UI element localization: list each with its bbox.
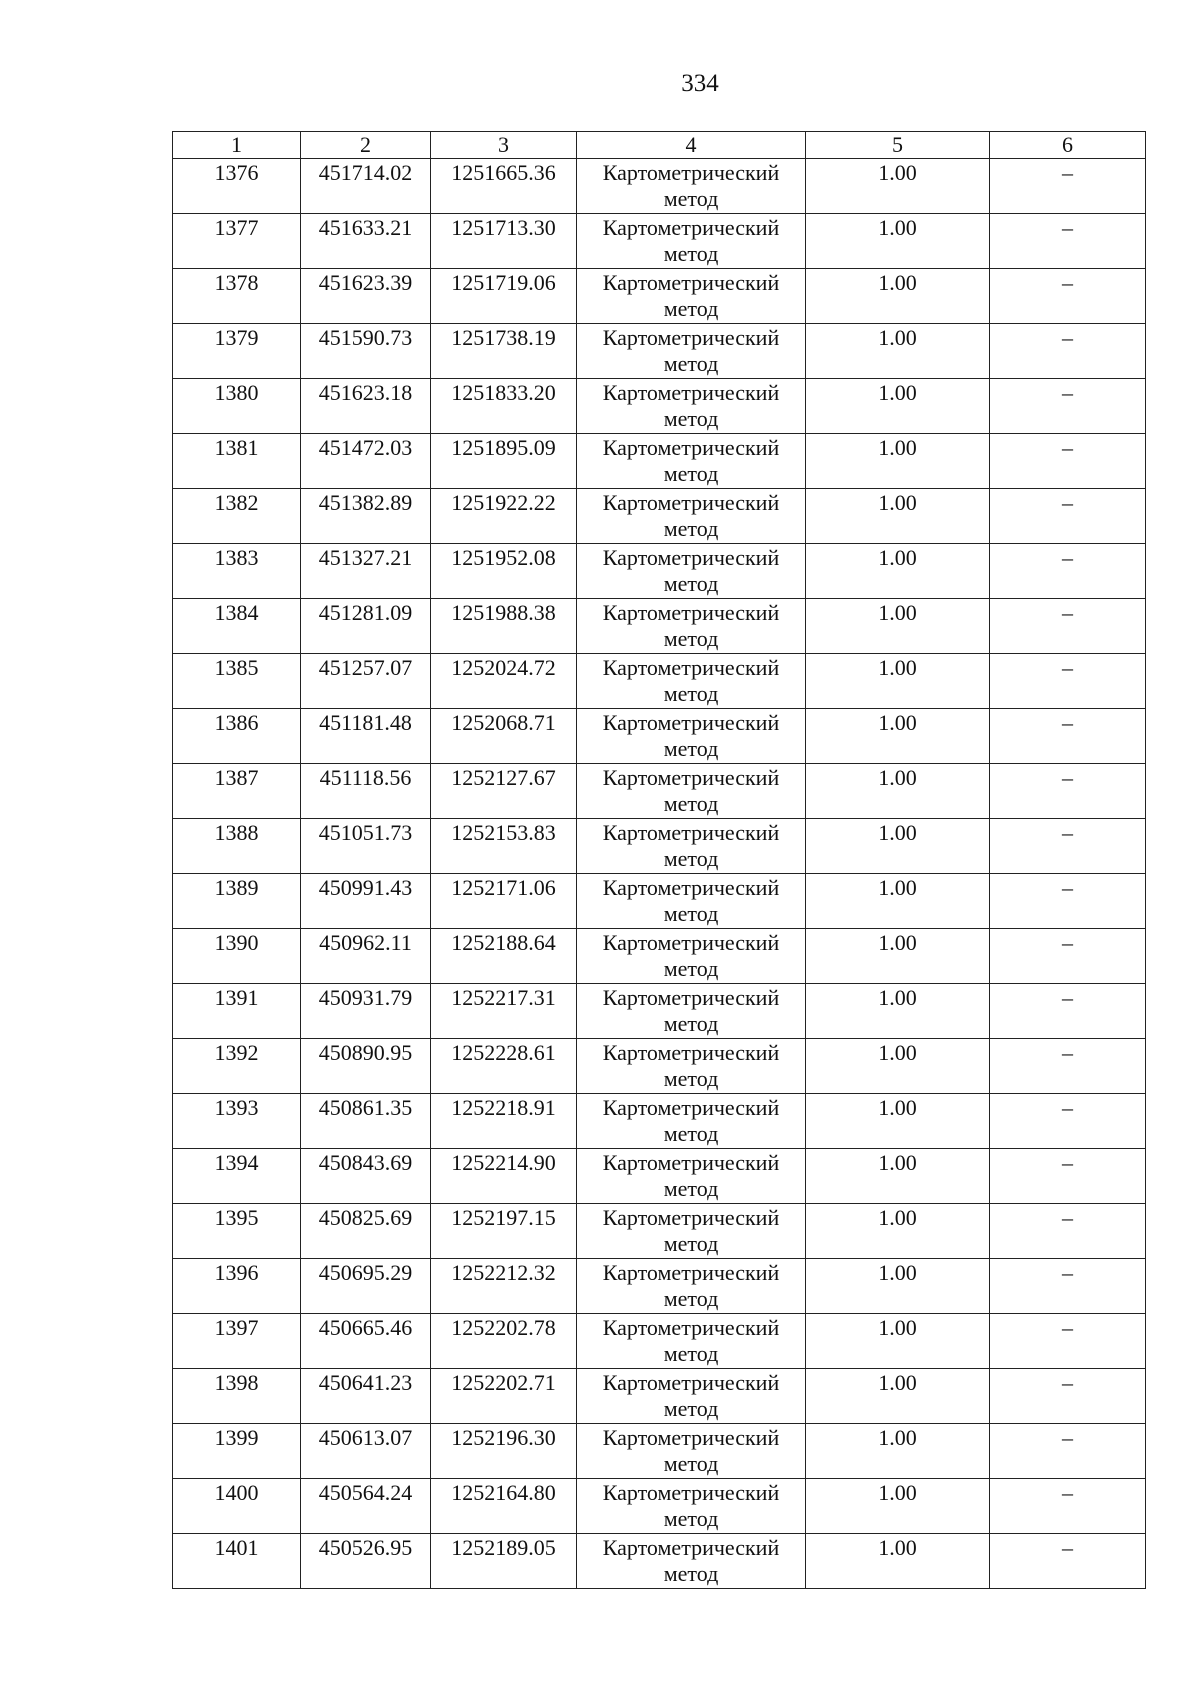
table-row xyxy=(173,819,1146,874)
table-row xyxy=(173,984,1146,1039)
point-number-cell: 1390 xyxy=(173,929,301,984)
method-cell: Картометрический метод xyxy=(577,379,806,434)
table-row xyxy=(173,1259,1146,1314)
y-coordinate-cell: 1251988.38 xyxy=(431,599,577,654)
note-cell: – xyxy=(990,599,1146,654)
note-cell: – xyxy=(990,544,1146,599)
y-coordinate-cell: 1252202.71 xyxy=(431,1369,577,1424)
method-cell: Картометрический метод xyxy=(577,984,806,1039)
point-number-cell: 1385 xyxy=(173,654,301,709)
table-row xyxy=(173,1149,1146,1204)
accuracy-cell: 1.00 xyxy=(806,544,990,599)
x-coordinate-cell: 451633.21 xyxy=(301,214,431,269)
accuracy-cell: 1.00 xyxy=(806,1369,990,1424)
note-cell: – xyxy=(990,214,1146,269)
accuracy-cell: 1.00 xyxy=(806,984,990,1039)
table-header-row xyxy=(173,132,1146,159)
method-cell: Картометрический метод xyxy=(577,654,806,709)
point-number-cell: 1387 xyxy=(173,764,301,819)
x-coordinate-cell: 451257.07 xyxy=(301,654,431,709)
accuracy-cell: 1.00 xyxy=(806,214,990,269)
y-coordinate-cell: 1252024.72 xyxy=(431,654,577,709)
point-number-cell: 1389 xyxy=(173,874,301,929)
point-number-cell: 1398 xyxy=(173,1369,301,1424)
x-coordinate-cell: 451472.03 xyxy=(301,434,431,489)
accuracy-cell: 1.00 xyxy=(806,1149,990,1204)
note-cell: – xyxy=(990,269,1146,324)
method-cell: Картометрический метод xyxy=(577,214,806,269)
y-coordinate-cell: 1251922.22 xyxy=(431,489,577,544)
point-number-cell: 1393 xyxy=(173,1094,301,1149)
note-cell: – xyxy=(990,324,1146,379)
method-cell: Картометрический метод xyxy=(577,1204,806,1259)
y-coordinate-cell: 1252214.90 xyxy=(431,1149,577,1204)
method-cell: Картометрический метод xyxy=(577,1259,806,1314)
note-cell: – xyxy=(990,1149,1146,1204)
accuracy-cell: 1.00 xyxy=(806,379,990,434)
x-coordinate-cell: 450564.24 xyxy=(301,1479,431,1534)
y-coordinate-cell: 1251665.36 xyxy=(431,159,577,214)
y-coordinate-cell: 1252228.61 xyxy=(431,1039,577,1094)
accuracy-cell: 1.00 xyxy=(806,1314,990,1369)
y-coordinate-cell: 1252188.64 xyxy=(431,929,577,984)
x-coordinate-cell: 450890.95 xyxy=(301,1039,431,1094)
note-cell: – xyxy=(990,984,1146,1039)
note-cell: – xyxy=(990,874,1146,929)
point-number-cell: 1379 xyxy=(173,324,301,379)
point-number-cell: 1388 xyxy=(173,819,301,874)
method-cell: Картометрический метод xyxy=(577,599,806,654)
table-row xyxy=(173,1424,1146,1479)
note-cell: – xyxy=(990,1314,1146,1369)
table-row xyxy=(173,1039,1146,1094)
point-number-cell: 1391 xyxy=(173,984,301,1039)
note-cell: – xyxy=(990,159,1146,214)
accuracy-cell: 1.00 xyxy=(806,1259,990,1314)
y-coordinate-cell: 1252196.30 xyxy=(431,1424,577,1479)
y-coordinate-cell: 1252217.31 xyxy=(431,984,577,1039)
accuracy-cell: 1.00 xyxy=(806,819,990,874)
y-coordinate-cell: 1252202.78 xyxy=(431,1314,577,1369)
table-row xyxy=(173,544,1146,599)
method-cell: Картометрический метод xyxy=(577,269,806,324)
x-coordinate-cell: 451051.73 xyxy=(301,819,431,874)
accuracy-cell: 1.00 xyxy=(806,1424,990,1479)
table-row xyxy=(173,599,1146,654)
accuracy-cell: 1.00 xyxy=(806,489,990,544)
table-row xyxy=(173,1369,1146,1424)
note-cell: – xyxy=(990,434,1146,489)
x-coordinate-cell: 451181.48 xyxy=(301,709,431,764)
column-header: 5 xyxy=(806,132,990,159)
x-coordinate-cell: 451118.56 xyxy=(301,764,431,819)
note-cell: – xyxy=(990,1424,1146,1479)
table-row xyxy=(173,709,1146,764)
x-coordinate-cell: 450641.23 xyxy=(301,1369,431,1424)
point-number-cell: 1386 xyxy=(173,709,301,764)
accuracy-cell: 1.00 xyxy=(806,709,990,764)
y-coordinate-cell: 1252153.83 xyxy=(431,819,577,874)
method-cell: Картометрический метод xyxy=(577,709,806,764)
accuracy-cell: 1.00 xyxy=(806,1094,990,1149)
table-row xyxy=(173,434,1146,489)
note-cell: – xyxy=(990,1369,1146,1424)
accuracy-cell: 1.00 xyxy=(806,434,990,489)
accuracy-cell: 1.00 xyxy=(806,874,990,929)
page-number: 334 xyxy=(681,70,719,97)
note-cell: – xyxy=(990,709,1146,764)
table-row xyxy=(173,764,1146,819)
x-coordinate-cell: 450665.46 xyxy=(301,1314,431,1369)
y-coordinate-cell: 1252164.80 xyxy=(431,1479,577,1534)
x-coordinate-cell: 451714.02 xyxy=(301,159,431,214)
point-number-cell: 1383 xyxy=(173,544,301,599)
note-cell: – xyxy=(990,1534,1146,1589)
point-number-cell: 1382 xyxy=(173,489,301,544)
accuracy-cell: 1.00 xyxy=(806,654,990,709)
note-cell: – xyxy=(990,489,1146,544)
method-cell: Картометрический метод xyxy=(577,1039,806,1094)
accuracy-cell: 1.00 xyxy=(806,1039,990,1094)
table-row xyxy=(173,874,1146,929)
x-coordinate-cell: 450861.35 xyxy=(301,1094,431,1149)
point-number-cell: 1376 xyxy=(173,159,301,214)
x-coordinate-cell: 450931.79 xyxy=(301,984,431,1039)
point-number-cell: 1399 xyxy=(173,1424,301,1479)
table-row xyxy=(173,489,1146,544)
note-cell: – xyxy=(990,379,1146,434)
x-coordinate-cell: 450991.43 xyxy=(301,874,431,929)
method-cell: Картометрический метод xyxy=(577,874,806,929)
x-coordinate-cell: 450825.69 xyxy=(301,1204,431,1259)
y-coordinate-cell: 1251895.09 xyxy=(431,434,577,489)
x-coordinate-cell: 450695.29 xyxy=(301,1259,431,1314)
accuracy-cell: 1.00 xyxy=(806,269,990,324)
note-cell: – xyxy=(990,929,1146,984)
y-coordinate-cell: 1252212.32 xyxy=(431,1259,577,1314)
note-cell: – xyxy=(990,819,1146,874)
method-cell: Картометрический метод xyxy=(577,1094,806,1149)
point-number-cell: 1396 xyxy=(173,1259,301,1314)
point-number-cell: 1397 xyxy=(173,1314,301,1369)
y-coordinate-cell: 1252189.05 xyxy=(431,1534,577,1589)
point-number-cell: 1377 xyxy=(173,214,301,269)
note-cell: – xyxy=(990,1039,1146,1094)
accuracy-cell: 1.00 xyxy=(806,159,990,214)
x-coordinate-cell: 450962.11 xyxy=(301,929,431,984)
table-row xyxy=(173,269,1146,324)
accuracy-cell: 1.00 xyxy=(806,929,990,984)
method-cell: Картометрический метод xyxy=(577,1149,806,1204)
point-number-cell: 1380 xyxy=(173,379,301,434)
point-number-cell: 1394 xyxy=(173,1149,301,1204)
y-coordinate-cell: 1251833.20 xyxy=(431,379,577,434)
method-cell: Картометрический метод xyxy=(577,819,806,874)
accuracy-cell: 1.00 xyxy=(806,599,990,654)
method-cell: Картометрический метод xyxy=(577,1479,806,1534)
x-coordinate-cell: 451590.73 xyxy=(301,324,431,379)
y-coordinate-cell: 1252068.71 xyxy=(431,709,577,764)
column-header: 3 xyxy=(431,132,577,159)
y-coordinate-cell: 1252218.91 xyxy=(431,1094,577,1149)
column-header: 1 xyxy=(173,132,301,159)
table-row xyxy=(173,379,1146,434)
x-coordinate-cell: 450613.07 xyxy=(301,1424,431,1479)
x-coordinate-cell: 451623.18 xyxy=(301,379,431,434)
accuracy-cell: 1.00 xyxy=(806,764,990,819)
method-cell: Картометрический метод xyxy=(577,1534,806,1589)
method-cell: Картометрический метод xyxy=(577,434,806,489)
point-number-cell: 1381 xyxy=(173,434,301,489)
x-coordinate-cell: 451281.09 xyxy=(301,599,431,654)
accuracy-cell: 1.00 xyxy=(806,1534,990,1589)
method-cell: Картометрический метод xyxy=(577,1369,806,1424)
method-cell: Картометрический метод xyxy=(577,544,806,599)
method-cell: Картометрический метод xyxy=(577,1424,806,1479)
y-coordinate-cell: 1251738.19 xyxy=(431,324,577,379)
table-row xyxy=(173,1314,1146,1369)
method-cell: Картометрический метод xyxy=(577,764,806,819)
x-coordinate-cell: 450843.69 xyxy=(301,1149,431,1204)
column-header: 2 xyxy=(301,132,431,159)
note-cell: – xyxy=(990,1204,1146,1259)
point-number-cell: 1384 xyxy=(173,599,301,654)
y-coordinate-cell: 1252171.06 xyxy=(431,874,577,929)
accuracy-cell: 1.00 xyxy=(806,324,990,379)
x-coordinate-cell: 451327.21 xyxy=(301,544,431,599)
accuracy-cell: 1.00 xyxy=(806,1479,990,1534)
method-cell: Картометрический метод xyxy=(577,929,806,984)
x-coordinate-cell: 451623.39 xyxy=(301,269,431,324)
y-coordinate-cell: 1251952.08 xyxy=(431,544,577,599)
table-row xyxy=(173,1204,1146,1259)
note-cell: – xyxy=(990,654,1146,709)
note-cell: – xyxy=(990,1479,1146,1534)
point-number-cell: 1400 xyxy=(173,1479,301,1534)
table-row xyxy=(173,1479,1146,1534)
column-header: 4 xyxy=(577,132,806,159)
method-cell: Картометрический метод xyxy=(577,159,806,214)
note-cell: – xyxy=(990,1094,1146,1149)
table-row xyxy=(173,159,1146,214)
table-row xyxy=(173,324,1146,379)
table-row xyxy=(173,929,1146,984)
table-row xyxy=(173,1534,1146,1589)
x-coordinate-cell: 450526.95 xyxy=(301,1534,431,1589)
method-cell: Картометрический метод xyxy=(577,489,806,544)
coordinates-table xyxy=(172,131,1146,1589)
x-coordinate-cell: 451382.89 xyxy=(301,489,431,544)
point-number-cell: 1395 xyxy=(173,1204,301,1259)
y-coordinate-cell: 1251713.30 xyxy=(431,214,577,269)
note-cell: – xyxy=(990,1259,1146,1314)
y-coordinate-cell: 1252127.67 xyxy=(431,764,577,819)
point-number-cell: 1378 xyxy=(173,269,301,324)
y-coordinate-cell: 1252197.15 xyxy=(431,1204,577,1259)
table-row xyxy=(173,214,1146,269)
table-body xyxy=(173,132,1146,1589)
y-coordinate-cell: 1251719.06 xyxy=(431,269,577,324)
point-number-cell: 1401 xyxy=(173,1534,301,1589)
table-row xyxy=(173,654,1146,709)
accuracy-cell: 1.00 xyxy=(806,1204,990,1259)
table-row xyxy=(173,1094,1146,1149)
note-cell: – xyxy=(990,764,1146,819)
column-header: 6 xyxy=(990,132,1146,159)
method-cell: Картометрический метод xyxy=(577,1314,806,1369)
method-cell: Картометрический метод xyxy=(577,324,806,379)
point-number-cell: 1392 xyxy=(173,1039,301,1094)
